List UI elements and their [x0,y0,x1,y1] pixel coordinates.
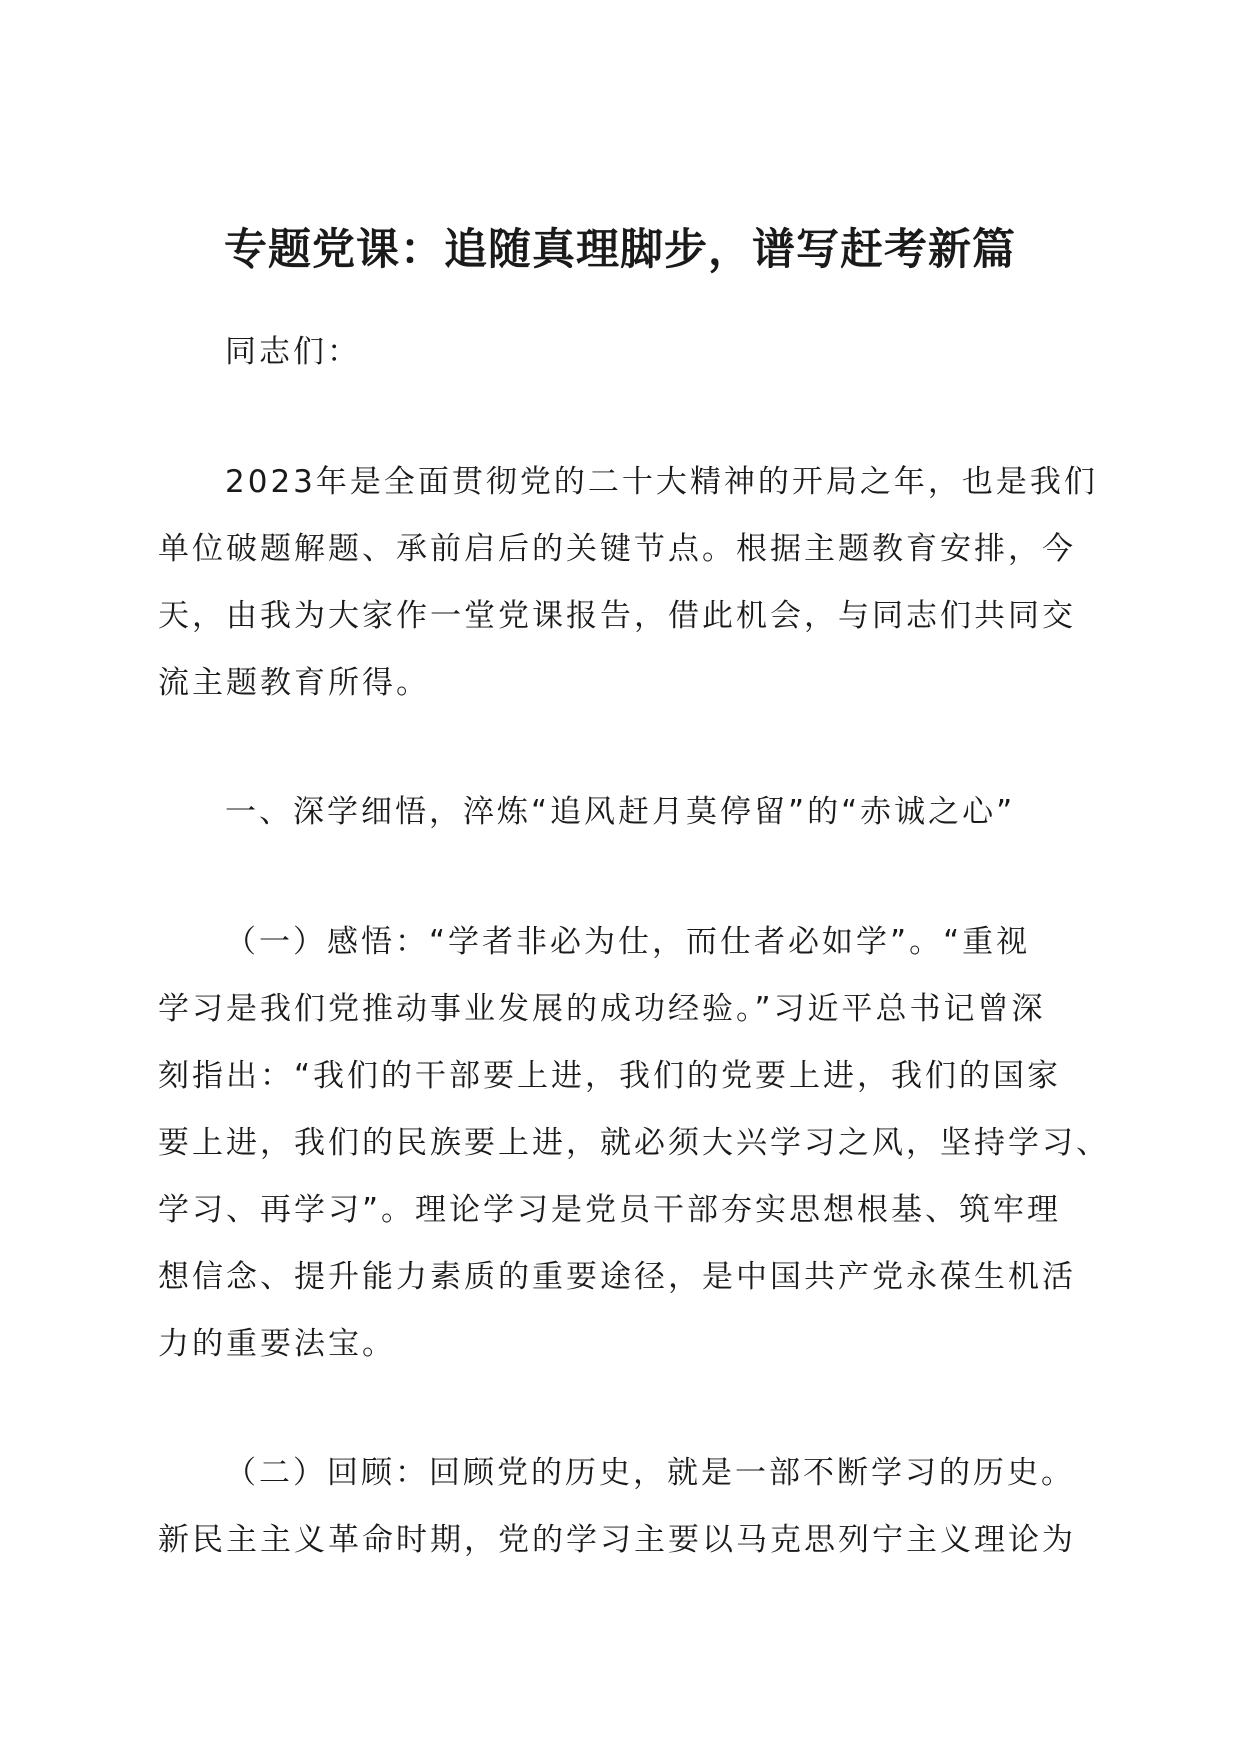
paragraph-1-line-1: 2023年是全面贯彻党的二十大精神的开局之年，也是我们 [225,464,1098,500]
salutation: 同志们： [225,334,361,370]
paragraph-1-line-3: 天，由我为大家作一堂党课报告，借此机会，与同志们共同交 [158,598,1076,634]
paragraph-3-line-2: 学习是我们党推动事业发展的成功经验。”习近平总书记曾深 [158,991,1046,1027]
paragraph-3-line-6: 想信念、提升能力素质的重要途径，是中国共产党永葆生机活 [158,1259,1076,1295]
paragraph-1-line-2: 单位破题解题、承前启后的关键节点。根据主题教育安排，今 [158,531,1076,567]
paragraph-3-line-3: 刻指出：“我们的干部要上进，我们的党要上进，我们的国家 [158,1058,1062,1094]
paragraph-4-line-1: （二）回顾：回顾党的历史，就是一部不断学习的历史。 [225,1455,1075,1491]
paragraph-3-line-7: 力的重要法宝。 [158,1326,396,1362]
paragraph-3-line-5: 学习、再学习”。理论学习是党员干部夯实思想根基、筑牢理 [158,1192,1062,1228]
document-title: 专题党课：追随真理脚步，谱写赶考新篇 [224,225,1016,275]
paragraph-1-line-4: 流主题教育所得。 [158,665,430,701]
paragraph-3-line-4: 要上进，我们的民族要上进，就必须大兴学习之风，坚持学习、 [158,1125,1110,1161]
section-heading: 一、深学细悟，淬炼“追风赶月莫停留”的“赤诚之心” [225,794,1016,830]
paragraph-4-line-2: 新民主主义革命时期，党的学习主要以马克思列宁主义理论为 [158,1522,1076,1558]
paragraph-3-line-1: （一）感悟：“学者非必为仕，而仕者必如学”。“重视 [225,924,1031,960]
